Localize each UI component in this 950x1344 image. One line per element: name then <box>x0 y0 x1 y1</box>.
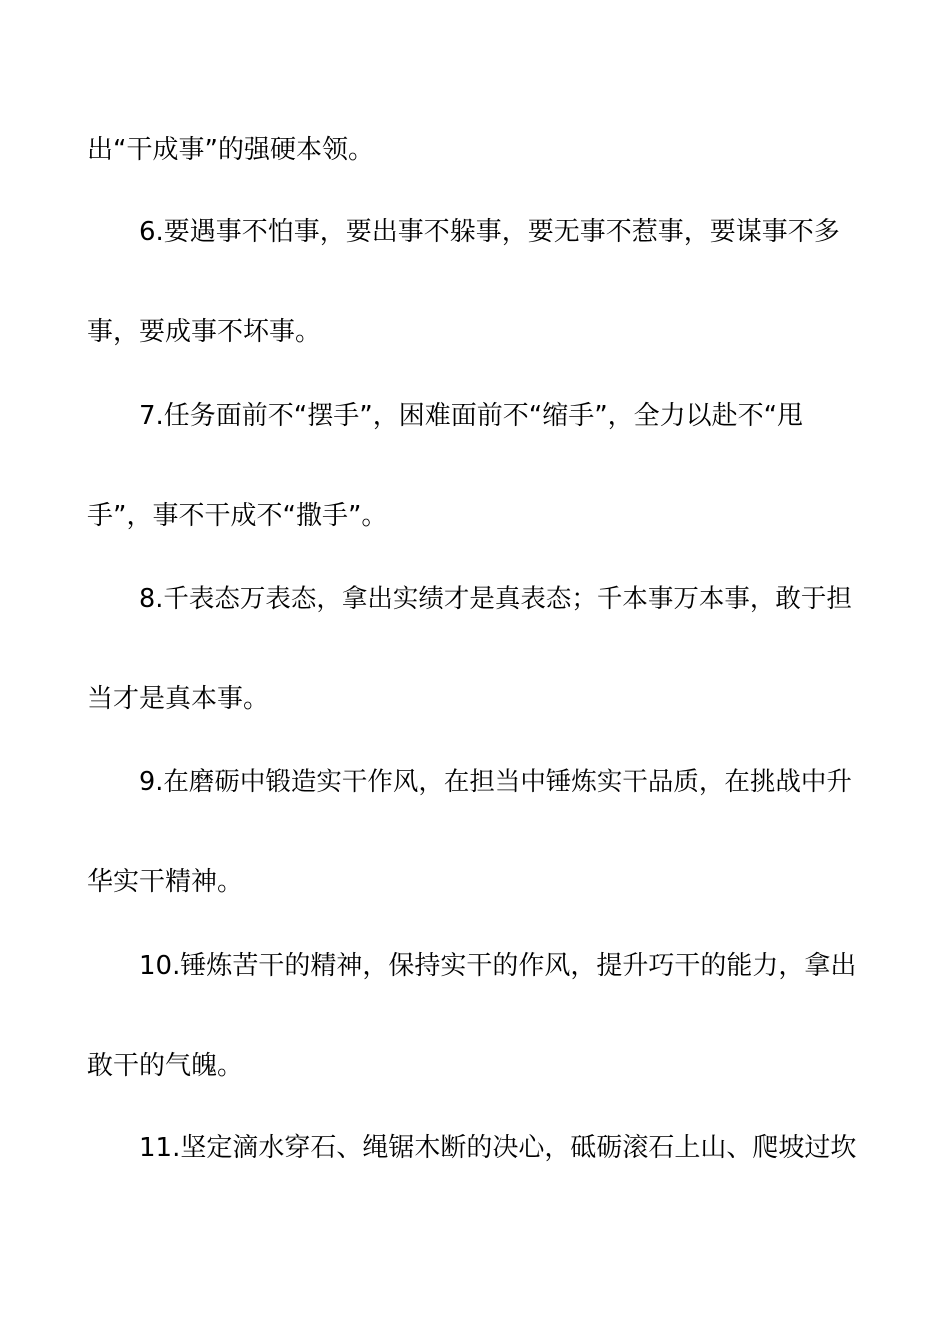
list-item-7-line-2: 手”，事不干成不“撒手”。 <box>87 501 388 531</box>
list-item-9-line-1: 9.在磨砺中锻造实干作风，在担当中锤炼实干品质，在挑战中升 <box>139 767 852 797</box>
list-item-9-line-2: 华实干精神。 <box>87 867 244 897</box>
list-item-6-line-1: 6.要遇事不怕事，要出事不躲事，要无事不惹事，要谋事不多 <box>139 217 840 247</box>
paragraph-line: 出“干成事”的强硬本领。 <box>87 135 374 165</box>
list-item-11-line-1: 11.坚定滴水穿石、绳锯木断的决心，砥砺滚石上山、爬坡过坎 <box>139 1133 857 1163</box>
list-item-8-line-2: 当才是真本事。 <box>87 684 270 714</box>
list-item-8-line-1: 8.千表态万表态，拿出实绩才是真表态；千本事万本事，敢于担 <box>139 584 852 614</box>
list-item-10-line-1: 10.锤炼苦干的精神，保持实干的作风，提升巧干的能力，拿出 <box>139 951 857 981</box>
list-item-6-line-2: 事，要成事不坏事。 <box>87 317 322 347</box>
list-item-10-line-2: 敢干的气魄。 <box>87 1051 244 1081</box>
list-item-7-line-1: 7.任务面前不“摆手”，困难面前不“缩手”，全力以赴不“甩 <box>139 401 804 431</box>
